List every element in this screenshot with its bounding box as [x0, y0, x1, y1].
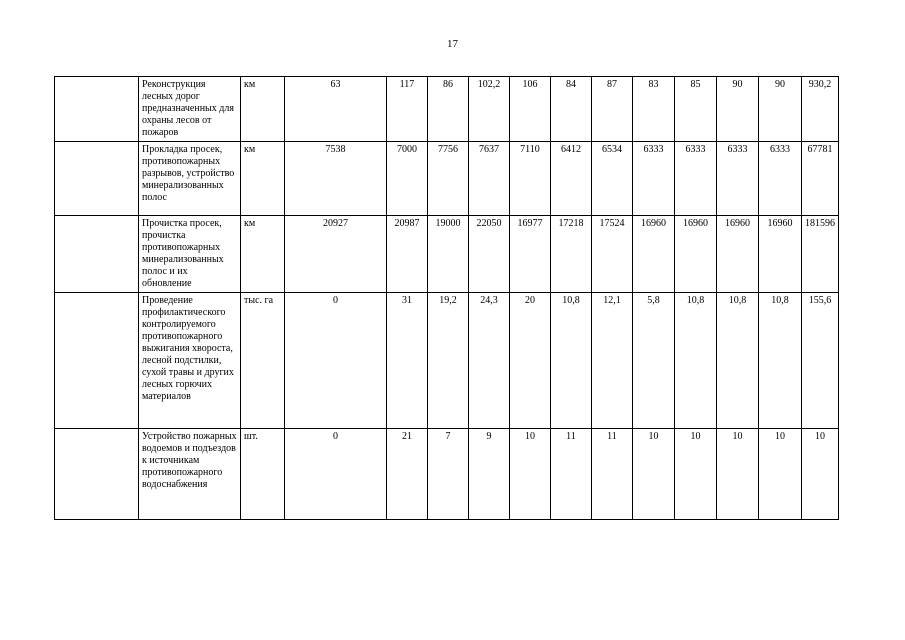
value-cell: 6333 [675, 142, 717, 216]
value-cell: 117 [387, 77, 428, 142]
blank-cell [55, 429, 139, 520]
value-cell: 10,8 [551, 293, 592, 429]
value-cell: 6333 [633, 142, 675, 216]
unit-cell: км [241, 142, 285, 216]
total-value-cell: 67781 [802, 142, 839, 216]
unit-cell: км [241, 77, 285, 142]
value-cell: 10,8 [759, 293, 802, 429]
blank-cell [55, 77, 139, 142]
value-cell: 87 [592, 77, 633, 142]
unit-cell: тыс. га [241, 293, 285, 429]
value-cell: 16977 [510, 216, 551, 293]
unit-cell: км [241, 216, 285, 293]
value-cell: 24,3 [469, 293, 510, 429]
value-cell: 20987 [387, 216, 428, 293]
value-cell: 86 [428, 77, 469, 142]
value-cell: 19000 [428, 216, 469, 293]
value-cell: 17218 [551, 216, 592, 293]
page-number: 17 [447, 38, 458, 50]
value-cell: 16960 [633, 216, 675, 293]
value-cell: 22050 [469, 216, 510, 293]
value-cell: 106 [510, 77, 551, 142]
value-cell: 5,8 [633, 293, 675, 429]
blank-cell [55, 293, 139, 429]
blank-cell [55, 216, 139, 293]
total-value-cell: 10 [802, 429, 839, 520]
value-cell: 11 [592, 429, 633, 520]
value-cell: 10 [717, 429, 759, 520]
value-cell: 31 [387, 293, 428, 429]
value-cell: 84 [551, 77, 592, 142]
value-cell: 6333 [717, 142, 759, 216]
table-row [55, 77, 839, 142]
value-cell: 17524 [592, 216, 633, 293]
value-cell: 16960 [759, 216, 802, 293]
value-cell: 21 [387, 429, 428, 520]
measure-name-cell: Проведение профилактического контролируемого противопожарного выжигания хвороста, лесной подстилки, сухой травы и других лесных горючих материалов [139, 293, 241, 429]
value-cell: 83 [633, 77, 675, 142]
measure-name-cell: Устройство пожарных водоемов и подъездов к источникам противопожарного водоснабжения [139, 429, 241, 520]
value-cell: 9 [469, 429, 510, 520]
value-cell: 10,8 [717, 293, 759, 429]
value-cell: 16960 [675, 216, 717, 293]
value-cell: 19,2 [428, 293, 469, 429]
blank-cell [55, 142, 139, 216]
measure-name-cell: Прокладка просек, противопожарных разрывов, устройство минерализованных полос [139, 142, 241, 216]
value-cell: 0 [285, 429, 387, 520]
value-cell: 7110 [510, 142, 551, 216]
value-cell: 20927 [285, 216, 387, 293]
value-cell: 7538 [285, 142, 387, 216]
value-cell: 11 [551, 429, 592, 520]
value-cell: 0 [285, 293, 387, 429]
value-cell: 20 [510, 293, 551, 429]
value-cell: 10 [759, 429, 802, 520]
total-value-cell: 155,6 [802, 293, 839, 429]
measure-name-cell: Реконструкция лесных дорог предназначенных для охраны лесов от пожаров [139, 77, 241, 142]
value-cell: 16960 [717, 216, 759, 293]
unit-cell: шт. [241, 429, 285, 520]
value-cell: 7000 [387, 142, 428, 216]
value-cell: 90 [759, 77, 802, 142]
value-cell: 10 [510, 429, 551, 520]
value-cell: 63 [285, 77, 387, 142]
table-row [55, 216, 839, 293]
table-body [55, 77, 839, 520]
value-cell: 6534 [592, 142, 633, 216]
value-cell: 7 [428, 429, 469, 520]
value-cell: 85 [675, 77, 717, 142]
value-cell: 90 [717, 77, 759, 142]
value-cell: 6412 [551, 142, 592, 216]
measures-table [54, 76, 839, 520]
value-cell: 6333 [759, 142, 802, 216]
value-cell: 12,1 [592, 293, 633, 429]
measure-name-cell: Прочистка просек, прочистка противопожарных минерализованных полос и их обновление [139, 216, 241, 293]
value-cell: 10 [675, 429, 717, 520]
value-cell: 102,2 [469, 77, 510, 142]
total-value-cell: 930,2 [802, 77, 839, 142]
value-cell: 7756 [428, 142, 469, 216]
table-row [55, 142, 839, 216]
table-row [55, 429, 839, 520]
value-cell: 10,8 [675, 293, 717, 429]
total-value-cell: 181596 [802, 216, 839, 293]
value-cell: 10 [633, 429, 675, 520]
value-cell: 7637 [469, 142, 510, 216]
table-row [55, 293, 839, 429]
